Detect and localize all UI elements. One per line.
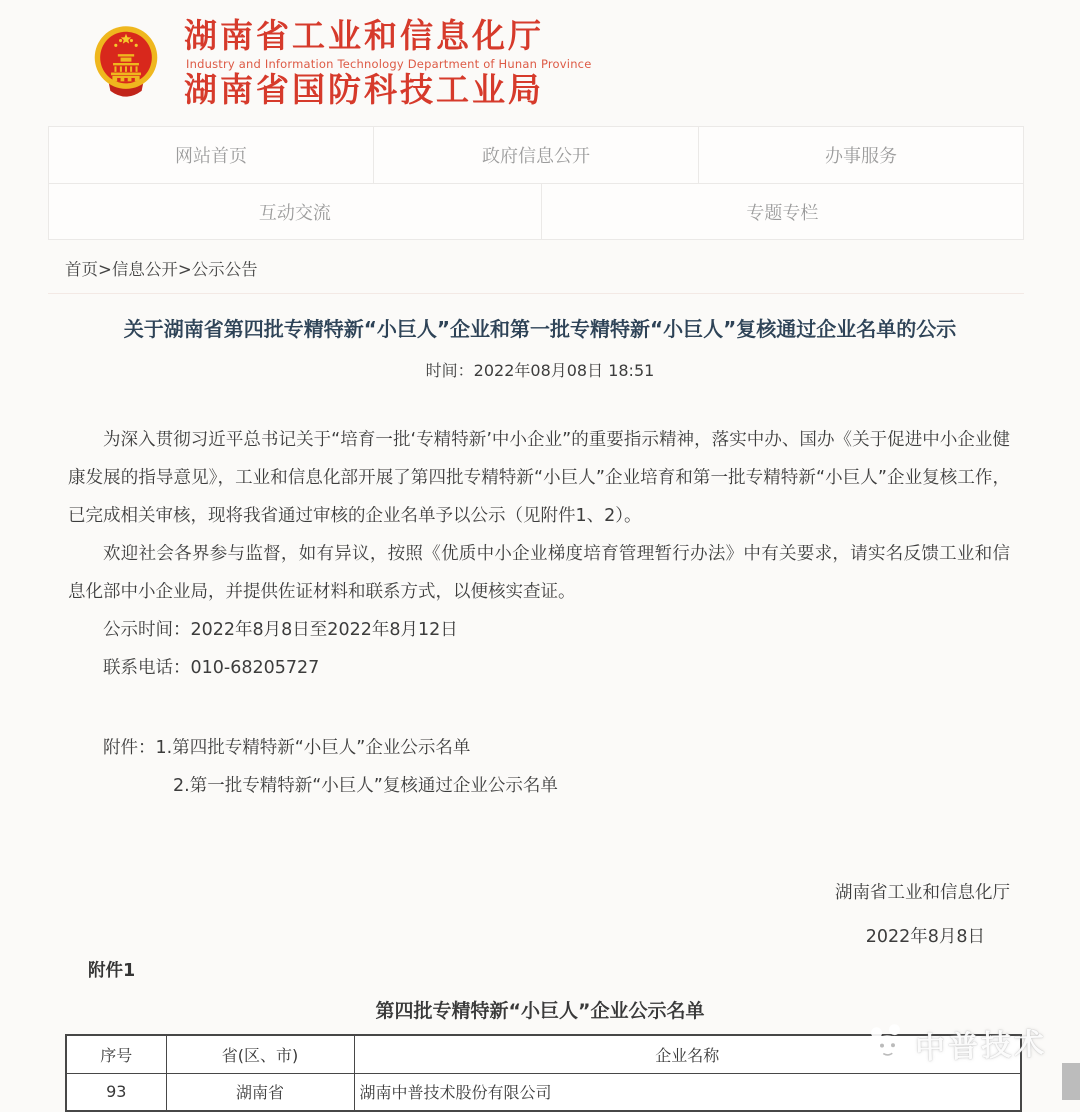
nav-item-special-columns[interactable]: 专题专栏 <box>541 184 1023 239</box>
paragraph-2: 欢迎社会各界参与监督，如有异议，按照《优质中小企业梯度培育管理暂行办法》中有关要求，请实名反馈工业和信息化部中小企业局，并提供佐证材料和联系方式，以便核实查证。 <box>68 544 1010 602</box>
scrollbar-thumb[interactable] <box>1062 1063 1080 1100</box>
page-title: 关于湖南省第四批专精特新“小巨人”企业和第一批专精特新“小巨人”复核通过企业名单的公示 <box>123 317 957 341</box>
enterprise-table <box>65 1034 1022 1112</box>
attachments-label: 附件： <box>103 738 156 758</box>
main-nav <box>48 126 1024 240</box>
watermark-text: 中普技术 <box>914 1026 1048 1067</box>
org-name-line1: 湖南省工业和信息化厅 <box>184 15 544 55</box>
org-title-block <box>184 15 592 109</box>
col-header-index: 序号 <box>66 1035 166 1073</box>
breadcrumb[interactable]: 首页>信息公开>公示公告 <box>65 260 258 279</box>
col-header-province: 省(区、市) <box>166 1035 354 1073</box>
attachment-line-1 <box>68 729 1010 767</box>
nav-item-interaction[interactable]: 互动交流 <box>258 202 331 224</box>
table-header-row <box>66 1035 1021 1073</box>
attachments-block <box>68 729 1010 805</box>
org-name-line2: 湖南省国防科技工业局 <box>184 69 544 109</box>
issuer-signature: 湖南省工业和信息化厅 <box>835 883 1010 903</box>
nav-item-services[interactable]: 办事服务 <box>698 127 1023 183</box>
breadcrumb-band <box>48 240 1024 294</box>
cell-index: 93 <box>66 1073 166 1111</box>
nav-item-home[interactable]: 网站首页 <box>175 146 247 167</box>
cell-company: 湖南中普技术股份有限公司 <box>354 1073 1021 1111</box>
appendix-label: 附件1 <box>88 961 136 981</box>
site-header <box>0 0 1080 126</box>
attachment-line-2 <box>68 767 1010 805</box>
attachment-item-2[interactable]: 2.第一批专精特新“小巨人”复核通过企业公示名单 <box>173 776 558 796</box>
table-row <box>66 1073 1021 1111</box>
notice-period-line: 公示时间：2022年8月8日至2022年8月12日 <box>103 620 458 640</box>
nav-row-1 <box>49 127 1023 183</box>
paragraph-1: 为深入贯彻习近平总书记关于“培育一批‘专精特新’中小企业”的重要指示精神，落实中办、国办《关于促进中小企业健康发展的指导意见》，工业和信息化部开展了第四批专精特新“小巨人”企业培育和第一批专精特新“小巨人”企业复核工作，已完成相关审核，现将我省通过审核的企业名单予以公示（见附件1、2）。 <box>68 430 1010 526</box>
attachment-item-1[interactable]: 1.第四批专精特新“小巨人”企业公示名单 <box>155 738 471 758</box>
contact-phone-line: 联系电话：010-68205727 <box>103 658 320 678</box>
china-national-emblem-icon <box>92 17 160 109</box>
article-body <box>68 421 1010 687</box>
nav-item-gov-info[interactable]: 政府信息公开 <box>373 127 698 183</box>
nav-row-2 <box>49 183 1023 239</box>
appendix-table-title: 第四批专精特新“小巨人”企业公示名单 <box>375 1000 705 1022</box>
cell-province: 湖南省 <box>166 1073 354 1111</box>
col-header-company: 企业名称 <box>354 1035 1021 1073</box>
org-name-english: Industry and Information Technology Department of Hunan Province <box>186 56 592 71</box>
issue-date: 2022年8月8日 <box>865 927 985 947</box>
publish-time: 时间：2022年08月08日 18:51 <box>425 361 655 380</box>
